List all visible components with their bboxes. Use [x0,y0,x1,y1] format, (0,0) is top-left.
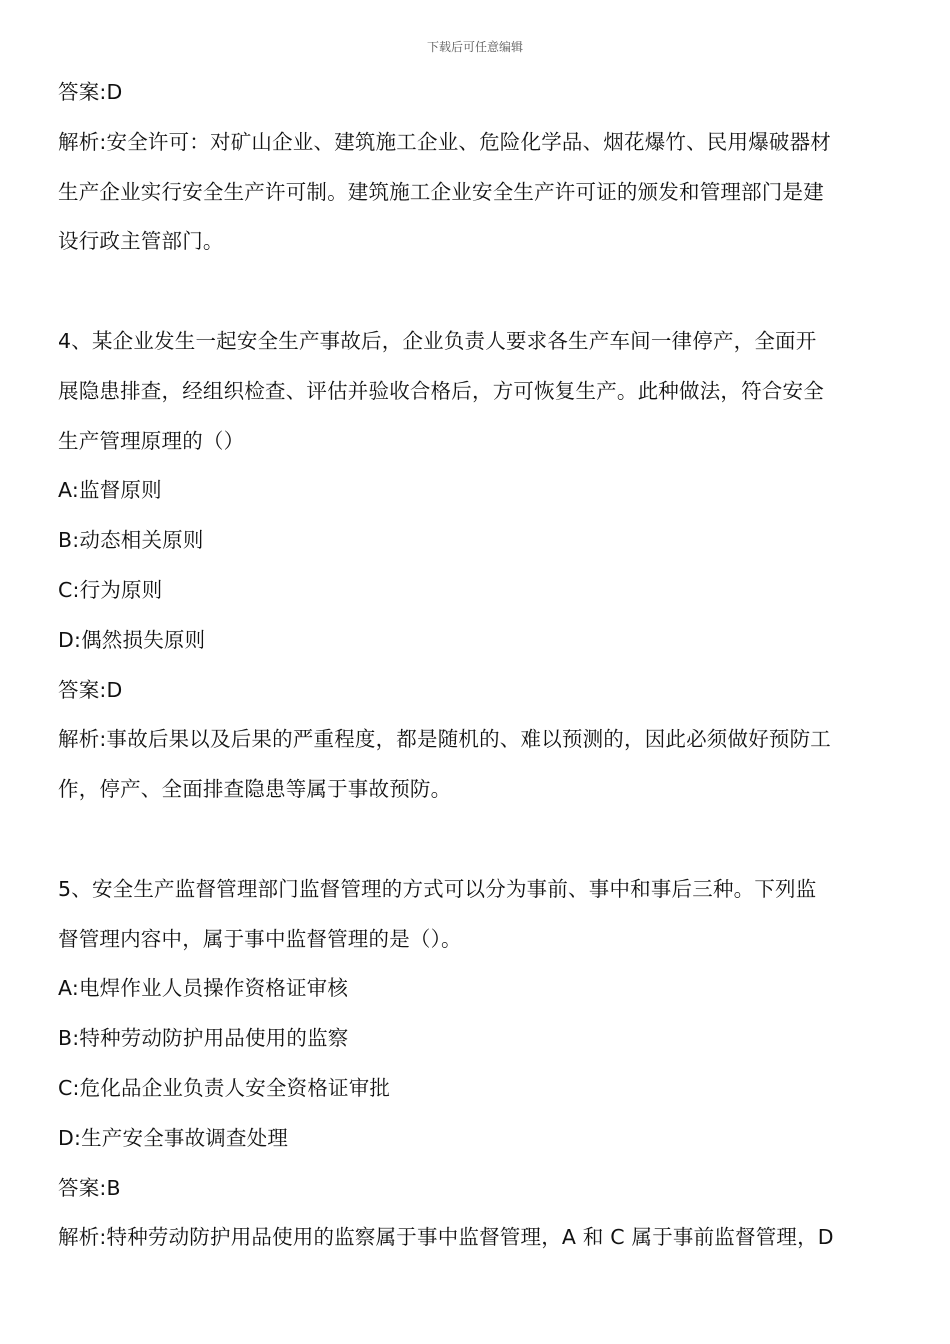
q5-option-c: C:危化品企业负责人安全资格证审批 [58,1075,391,1100]
q5-option-a: A:电焊作业人员操作资格证审核 [58,976,349,1001]
q4-option-a: A:监督原则 [58,478,162,503]
q4-option-b: B:动态相关原则 [58,528,204,553]
spacer [58,815,894,865]
q5-option-d: D:生产安全事故调查处理 [58,1125,289,1150]
spacer [58,267,894,317]
q5-answer: 答案:B [58,1175,121,1200]
q3-explanation-line-2: 生产企业实行安全生产许可制。建筑施工企业安全生产许可证的颁发和管理部门是建 [58,179,824,204]
page-header: 下载后可任意编辑 [426,40,523,54]
q4-stem-line-3: 生产管理原理的（） [58,428,245,453]
q4-stem-line-1: 4、某企业发生一起安全生产事故后，企业负责人要求各生产车间一律停产，全面开 [58,328,817,353]
q4-explanation-line-2: 作，停产、全面排查隐患等属于事故预防。 [58,777,452,802]
q5-explanation-line-1: 解析:特种劳动防护用品使用的监察属于事中监督管理，A 和 C 属于事前监督管理，D [58,1225,834,1250]
q4-explanation-line-1: 解析:事故后果以及后果的严重程度，都是随机的、难以预测的，因此必须做好预防工 [58,727,832,752]
q4-stem-line-2: 展隐患排查，经组织检查、评估并验收合格后，方可恢复生产。此种做法，符合安全 [58,378,824,403]
q5-stem-line-2: 督管理内容中，属于事中监督管理的是（）。 [58,926,462,951]
document-body [58,68,894,1263]
q4-answer: 答案:D [58,677,123,702]
q5-stem-line-1: 5、安全生产监督管理部门监督管理的方式可以分为事前、事中和事后三种。下列监 [58,876,817,901]
q3-explanation-line-1: 解析:安全许可：对矿山企业、建筑施工企业、危险化学品、烟花爆竹、民用爆破器材 [58,129,832,154]
q4-option-d: D:偶然损失原则 [58,627,206,652]
q4-option-c: C:行为原则 [58,577,163,602]
q3-explanation-line-3: 设行政主管部门。 [58,229,224,254]
q3-answer: 答案:D [58,80,123,104]
q5-option-b: B:特种劳动防护用品使用的监察 [58,1026,349,1051]
